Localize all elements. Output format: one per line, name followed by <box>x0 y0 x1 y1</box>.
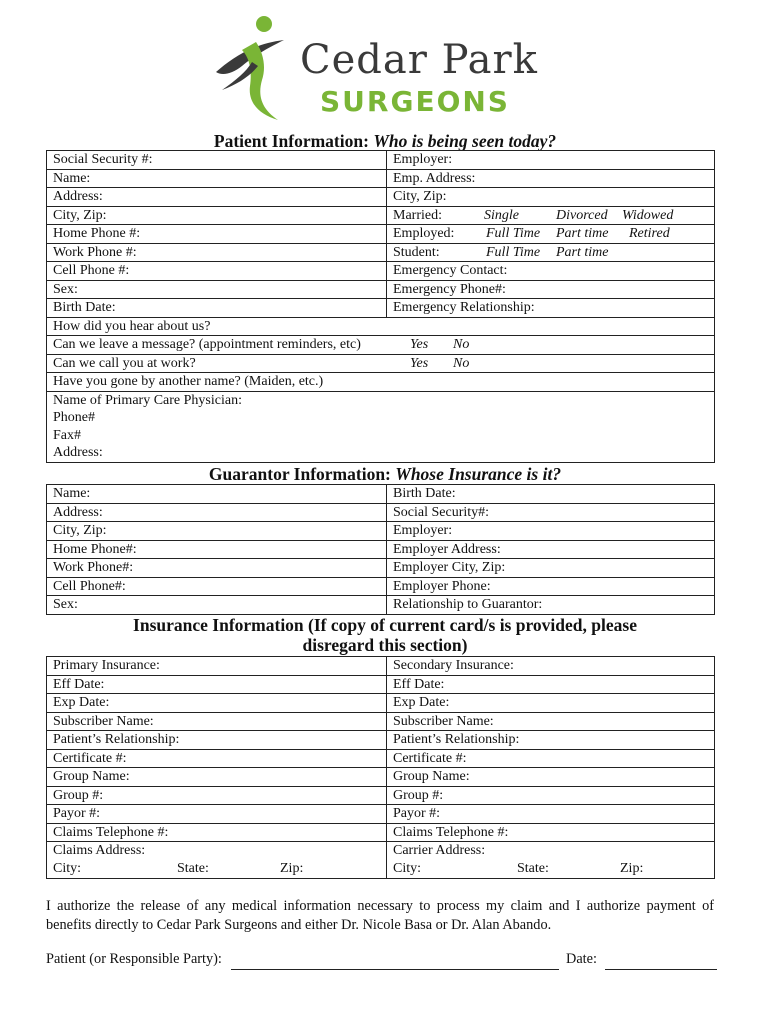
primary-zip-label: Zip: <box>280 860 304 876</box>
call-at-work-question: Can we call you at work? <box>53 355 196 371</box>
patient-birth-date-field[interactable]: Birth Date: <box>47 299 387 318</box>
secondary-subscriber-name-field[interactable]: Subscriber Name: <box>387 712 715 731</box>
authorization-statement: I authorize the release of any medical information necessary to process my claim and I authorize payment of benefits directly to Cedar Park Surgeons and either Dr. Nicole Basa or Dr. Alan Abando. <box>46 898 714 933</box>
married-option-single[interactable]: Single <box>484 207 519 223</box>
table-row <box>47 842 715 879</box>
guarantor-employer-city-zip-field[interactable]: Employer City, Zip: <box>387 559 715 578</box>
patient-sex-field[interactable]: Sex: <box>47 280 387 299</box>
primary-exp-date-field[interactable]: Exp Date: <box>47 694 387 713</box>
logo-text-surgeons: SURGEONS <box>320 85 510 118</box>
primary-city-label: City: <box>53 860 82 876</box>
patient-married-field <box>387 206 715 225</box>
table-row <box>47 317 715 336</box>
date-line[interactable] <box>605 968 717 970</box>
guarantor-cell-phone-field[interactable]: Cell Phone#: <box>47 577 387 596</box>
guarantor-relationship-field[interactable]: Relationship to Guarantor: <box>387 596 715 615</box>
guarantor-name-field[interactable]: Name: <box>47 485 387 504</box>
table-row <box>47 675 715 694</box>
table-row <box>47 749 715 768</box>
primary-patient-relationship-field[interactable]: Patient’s Relationship: <box>47 731 387 750</box>
married-option-divorced[interactable]: Divorced <box>556 207 608 223</box>
patient-title-bold: Patient Information: <box>213 131 369 151</box>
patient-info-table <box>46 150 715 463</box>
student-option-full-time[interactable]: Full Time <box>486 244 541 260</box>
table-row <box>47 657 715 676</box>
patient-section-title <box>0 131 770 151</box>
secondary-carrier-address-block[interactable] <box>387 842 715 879</box>
insurance-title-line2: disregard this section) <box>302 635 468 655</box>
call-at-work-yes[interactable]: Yes <box>410 355 429 371</box>
pcp-name-label: Name of Primary Care Physician: <box>53 392 242 408</box>
logo-text-cedar-park: Cedar Park <box>300 37 538 83</box>
secondary-city-label: City: <box>393 860 422 876</box>
patient-work-phone-field[interactable]: Work Phone #: <box>47 243 387 262</box>
table-row <box>47 596 715 615</box>
signature-label: Patient (or Responsible Party): <box>46 951 222 967</box>
pcp-address-label: Address: <box>53 445 103 460</box>
guarantor-birth-date-field[interactable]: Birth Date: <box>387 485 715 504</box>
guarantor-employer-address-field[interactable]: Employer Address: <box>387 540 715 559</box>
cedar-park-surgeons-logo <box>212 10 557 122</box>
table-row <box>47 151 715 170</box>
date-label: Date: <box>566 951 597 967</box>
emergency-phone-field[interactable]: Emergency Phone#: <box>387 280 715 299</box>
table-row <box>47 299 715 318</box>
table-row <box>47 805 715 824</box>
primary-claims-address-block[interactable] <box>47 842 387 879</box>
table-row <box>47 243 715 262</box>
patient-emp-address-field[interactable]: Emp. Address: <box>387 169 715 188</box>
patient-ssn-field[interactable]: Social Security #: <box>47 151 387 170</box>
employed-option-part-time[interactable]: Part time <box>556 226 609 241</box>
table-row <box>47 559 715 578</box>
table-row <box>47 391 715 462</box>
insurance-section-title <box>0 615 770 655</box>
other-name-field[interactable]: Have you gone by another name? (Maiden, etc.) <box>47 373 715 392</box>
table-row <box>47 225 715 244</box>
guarantor-address-field[interactable]: Address: <box>47 503 387 522</box>
table-row <box>47 540 715 559</box>
patient-student-field <box>387 243 715 262</box>
pcp-phone-label: Phone# <box>53 410 95 425</box>
table-row <box>47 354 715 373</box>
guarantor-employer-phone-field[interactable]: Employer Phone: <box>387 577 715 596</box>
secondary-exp-date-field[interactable]: Exp Date: <box>387 694 715 713</box>
call-at-work-field <box>47 354 715 373</box>
secondary-zip-label: Zip: <box>620 860 644 876</box>
patient-city-zip-field[interactable]: City, Zip: <box>47 206 387 225</box>
table-row <box>47 206 715 225</box>
primary-insurance-field[interactable]: Primary Insurance: <box>47 657 387 676</box>
employed-option-retired[interactable]: Retired <box>629 226 670 241</box>
primary-group-name-field[interactable]: Group Name: <box>47 768 387 787</box>
table-row <box>47 280 715 299</box>
table-row <box>47 503 715 522</box>
guarantor-sex-field[interactable]: Sex: <box>47 596 387 615</box>
leave-message-field <box>47 336 715 355</box>
table-row <box>47 786 715 805</box>
secondary-certificate-field[interactable]: Certificate #: <box>387 749 715 768</box>
hear-about-us-field[interactable]: How did you hear about us? <box>47 317 715 336</box>
person-figure-icon <box>212 10 302 122</box>
guarantor-employer-field[interactable]: Employer: <box>387 522 715 541</box>
primary-state-label: State: <box>177 860 209 876</box>
secondary-group-name-field[interactable]: Group Name: <box>387 768 715 787</box>
secondary-state-label: State: <box>517 860 549 876</box>
patient-emp-city-zip-field[interactable]: City, Zip: <box>387 188 715 207</box>
secondary-insurance-field[interactable]: Secondary Insurance: <box>387 657 715 676</box>
primary-eff-date-field[interactable]: Eff Date: <box>47 675 387 694</box>
guarantor-city-zip-field[interactable]: City, Zip: <box>47 522 387 541</box>
insurance-info-table <box>46 656 715 879</box>
patient-employed-field <box>387 225 715 244</box>
table-row <box>47 262 715 281</box>
signature-row <box>46 951 726 973</box>
guarantor-section-title <box>0 464 770 484</box>
table-row <box>47 373 715 392</box>
emergency-relationship-field[interactable]: Emergency Relationship: <box>387 299 715 318</box>
table-row <box>47 768 715 787</box>
leave-message-yes[interactable]: Yes <box>410 337 429 352</box>
leave-message-no[interactable]: No <box>453 337 470 352</box>
primary-subscriber-name-field[interactable]: Subscriber Name: <box>47 712 387 731</box>
table-row <box>47 522 715 541</box>
primary-certificate-field[interactable]: Certificate #: <box>47 749 387 768</box>
primary-group-number-field[interactable]: Group #: <box>47 786 387 805</box>
patient-name-field[interactable]: Name: <box>47 169 387 188</box>
secondary-eff-date-field[interactable]: Eff Date: <box>387 675 715 694</box>
table-row <box>47 694 715 713</box>
secondary-claims-telephone-field[interactable]: Claims Telephone #: <box>387 823 715 842</box>
call-at-work-no[interactable]: No <box>453 355 470 371</box>
guarantor-title-italic: Whose Insurance is it? <box>395 464 562 484</box>
primary-care-physician-block[interactable] <box>47 391 715 462</box>
table-row <box>47 712 715 731</box>
insurance-title-line1: Insurance Information (If copy of current card/s is provided, please <box>133 615 637 635</box>
table-row <box>47 577 715 596</box>
leave-message-question: Can we leave a message? (appointment reminders, etc) <box>53 337 361 352</box>
table-row <box>47 485 715 504</box>
patient-employer-field[interactable]: Employer: <box>387 151 715 170</box>
claims-address-label: Claims Address: <box>53 843 146 858</box>
guarantor-home-phone-field[interactable]: Home Phone#: <box>47 540 387 559</box>
primary-payor-field[interactable]: Payor #: <box>47 805 387 824</box>
employed-option-full-time[interactable]: Full Time <box>486 226 541 241</box>
patient-title-italic: Who is being seen today? <box>373 131 557 151</box>
secondary-patient-relationship-field[interactable]: Patient’s Relationship: <box>387 731 715 750</box>
secondary-group-number-field[interactable]: Group #: <box>387 786 715 805</box>
student-option-part-time[interactable]: Part time <box>556 244 609 260</box>
emergency-contact-field[interactable]: Emergency Contact: <box>387 262 715 281</box>
guarantor-title-bold: Guarantor Information: <box>208 464 391 484</box>
table-row <box>47 169 715 188</box>
guarantor-work-phone-field[interactable]: Work Phone#: <box>47 559 387 578</box>
student-label: Student: <box>393 244 440 260</box>
table-row <box>47 188 715 207</box>
table-row <box>47 731 715 750</box>
patient-address-field[interactable]: Address: <box>47 188 387 207</box>
patient-cell-phone-field[interactable]: Cell Phone #: <box>47 262 387 281</box>
pcp-fax-label: Fax# <box>53 427 81 443</box>
guarantor-ssn-field[interactable]: Social Security#: <box>387 503 715 522</box>
married-option-widowed[interactable]: Widowed <box>622 207 674 223</box>
employed-label: Employed: <box>393 226 455 241</box>
carrier-address-label: Carrier Address: <box>393 843 486 858</box>
table-row <box>47 336 715 355</box>
signature-line[interactable] <box>231 968 559 970</box>
primary-claims-telephone-field[interactable]: Claims Telephone #: <box>47 823 387 842</box>
patient-home-phone-field[interactable]: Home Phone #: <box>47 225 387 244</box>
married-label: Married: <box>393 207 442 223</box>
secondary-payor-field[interactable]: Payor #: <box>387 805 715 824</box>
guarantor-info-table <box>46 484 715 615</box>
table-row <box>47 823 715 842</box>
